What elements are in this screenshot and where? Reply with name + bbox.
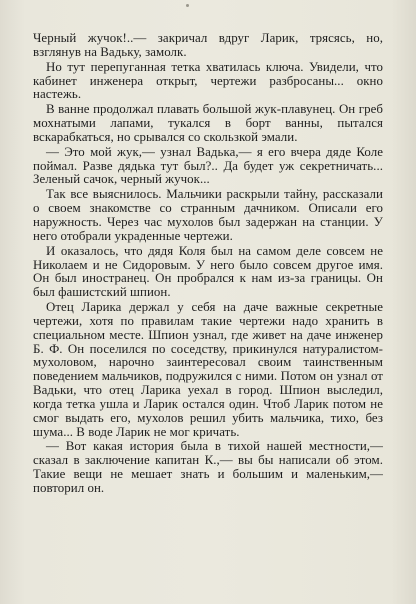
print-speck (186, 4, 189, 7)
paragraph: Так все выяснилось. Мальчики раскрыли тайну, рассказали о своем знакомстве со странным дачником. Описали его наружность. Через час мухолов был задержан на станции. У него отобрали украденные чертежи. (33, 187, 383, 243)
paragraph: В ванне продолжал плавать большой жук-плавунец. Он греб мохнатыми лапами, тукался в борт ванны, пытался вскарабкаться, но срывался со скользкой эмали. (33, 102, 383, 144)
page-text (33, 32, 383, 497)
paragraph: Черный жучок!..— закричал вдруг Ларик, трясясь, но, взглянув на Вадьку, замолк. (33, 31, 383, 59)
paragraph: Отец Ларика держал у себя на даче важные секретные чертежи, хотя по правилам такие чертежи надо хранить в специальном месте. Шпион узнал, где живет на даче инженер Б. Ф. Он поселился по соседству, прикинулся натуралистом-мухоловом, нарочно заинтересовал своим таинственным поведением мальчиков, подружился с ними. Потом он узнал от Вадьки, что отец Ларика уехал в город. Шпион выследил, когда тетка ушла и Ларик остался один. Чтоб Ларик потом не смог выдать его, мухолов решил убить мальчика, тихо, без шума... В воде Ларик не мог кричать. (33, 300, 383, 439)
paragraph: — Это мой жук,— узнал Вадька,— я его вчера дяде Коле поймал. Разве дядька тут был?.. Да будет уж секретничать... Зеленый сачок, черный жучок... (33, 144, 383, 187)
paragraph: Но тут перепуганная тетка хватилась ключа. Увидели, что кабинет инженера открыт, чертежи разбросаны... окно настежь. (33, 59, 383, 102)
paragraph: И оказалось, что дядя Коля был на самом деле совсем не Николаем и не Сидоровым. У него было совсем другое имя. Он был иностранец. Он пробрался к нам из-за границы. Он был фашистский шпион. (33, 243, 383, 300)
paragraph: — Вот какая история была в тихой нашей местности,— сказал в заключение капитан К.,— вы бы написали об этом. Такие вещи не мешает знать и большим и маленьким,— повторил он. (33, 439, 383, 495)
